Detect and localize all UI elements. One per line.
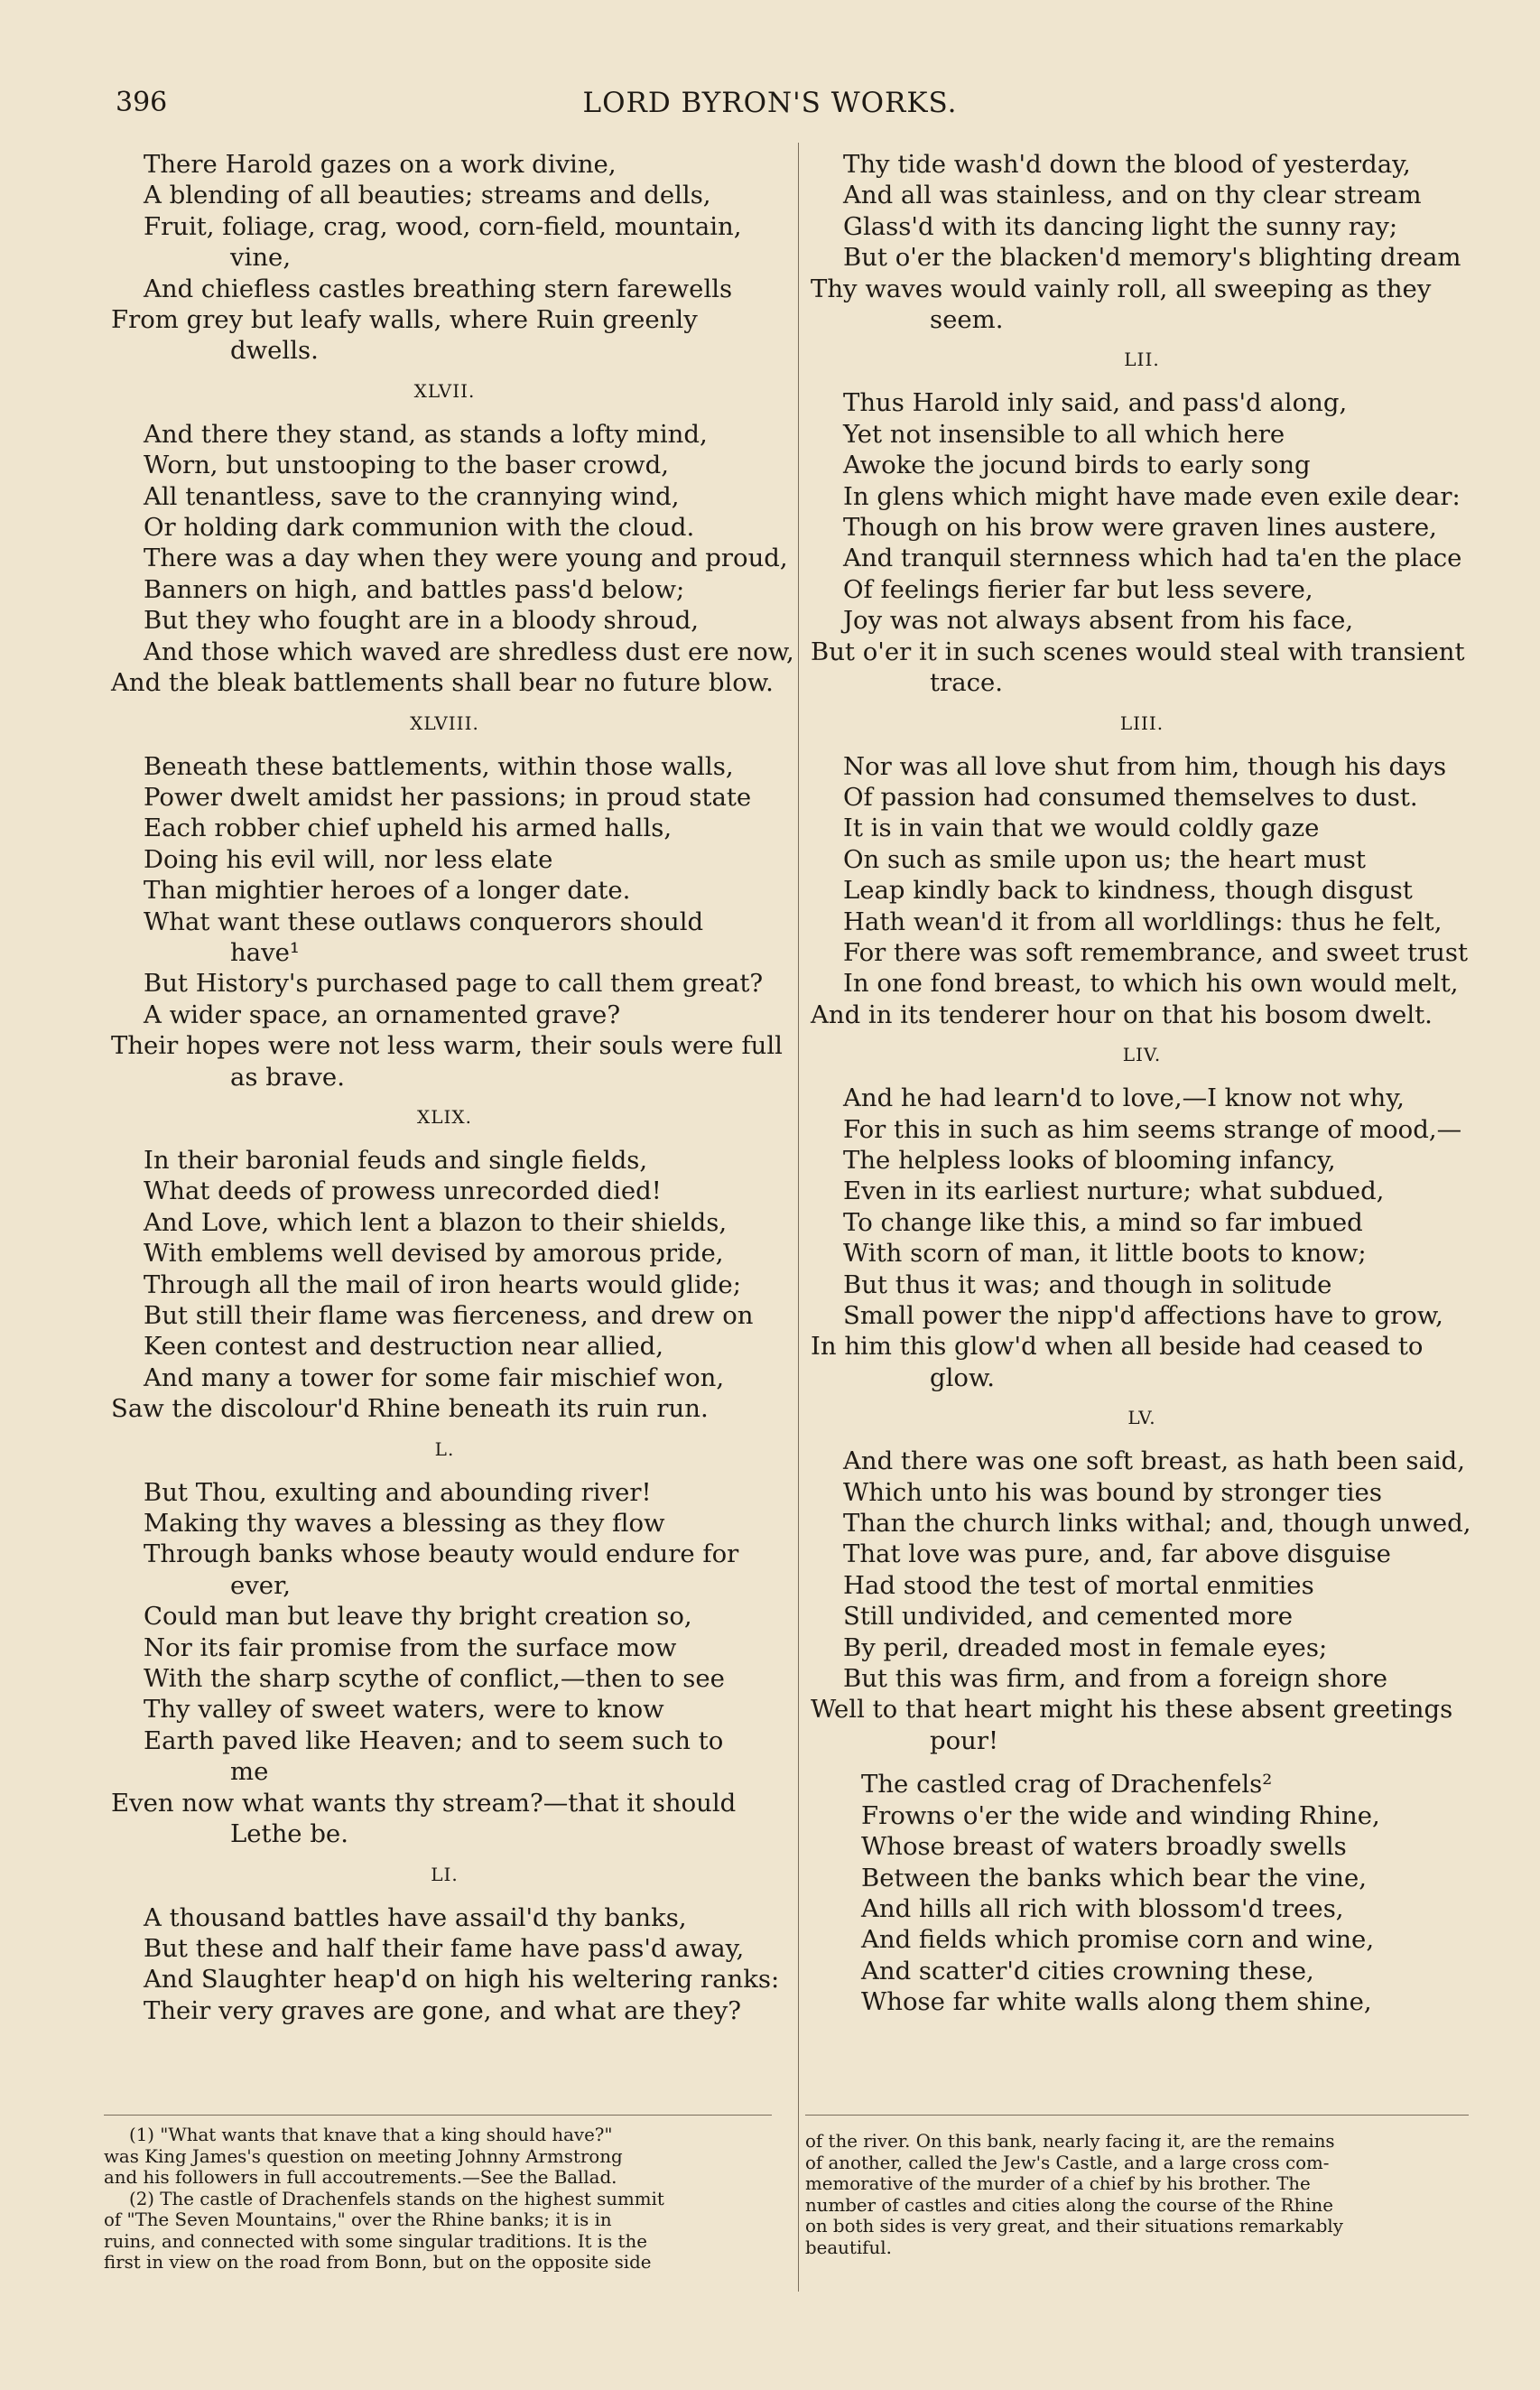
verse-line: Could man but leave thy bright creation so, [144, 1602, 692, 1632]
verse-line: dwells. [230, 336, 319, 366]
footnote-rule-right [805, 2115, 1469, 2116]
footnotes-right [805, 2131, 1473, 2258]
verse-line: For there was soft remembrance, and sweet trust [843, 937, 1469, 967]
verse-line: And Love, which lent a blazon to their shields, [144, 1207, 728, 1237]
verse-line: What want these outlaws conquerors should [144, 907, 704, 936]
footnote-line: of the river. On this bank, nearly facing it, are the remains [805, 2131, 1335, 2152]
stanza-49 [104, 1098, 785, 1425]
verse-line: Their very graves are gone, and what are they? [144, 1995, 742, 2025]
verse-line: A wider space, an ornamented grave? [144, 1000, 621, 1029]
verse-line: Of passion had consumed themselves to dust. [843, 782, 1418, 812]
left-column [104, 149, 794, 2026]
stanza-51 [104, 1855, 785, 2027]
verse-line: as brave. [230, 1062, 345, 1092]
verse-line: The helpless looks of blooming infancy, [843, 1145, 1336, 1175]
verse-line: And scatter'd cities crowning these, [861, 1956, 1314, 1985]
verse-line: trace. [930, 668, 1004, 698]
stanza-numeral: LIII. [1119, 711, 1164, 734]
verse-line: ever, [230, 1570, 291, 1600]
verse-line: To change like this, a mind so far imbued [843, 1207, 1363, 1237]
verse-line: Whose far white walls along them shine, [861, 1987, 1372, 2017]
verse-line: But thus it was; and though in solitude [843, 1269, 1332, 1299]
verse-line: And many a tower for some fair mischief won, [144, 1362, 725, 1392]
verse-line: Lethe be. [230, 1819, 348, 1849]
footnote-line: and his followers in full accoutrements.—See the Ballad. [104, 2167, 617, 2188]
footnote-line: number of castles and cities along the course of the Rhine [805, 2194, 1333, 2216]
verse-line: Between the banks which bear the vine, [861, 1863, 1367, 1892]
verse-line: Through all the mail of iron hearts would glide; [144, 1269, 741, 1299]
verse-line: There Harold gazes on a work divine, [144, 150, 617, 179]
verse-line: Thy tide wash'd down the blood of yesterday, [843, 150, 1411, 179]
verse-line: Had stood the test of mortal enmities [843, 1570, 1314, 1600]
verse-line: Awoke the jocund birds to early song [843, 451, 1311, 480]
footnote-line: was King James's question on meeting Johnny Armstrong [104, 2145, 623, 2167]
verse-line: But o'er it in such scenes would steal with transient [811, 637, 1465, 666]
verse-line: Still undivided, and cemented more [843, 1602, 1294, 1632]
verse-line: Beneath these battlements, within those walls, [144, 751, 734, 781]
verse-line: Keen contest and destruction near allied, [144, 1332, 663, 1362]
verse-line: And fields which promise corn and wine, [861, 1925, 1375, 1955]
verse-line: seem. [930, 305, 1004, 335]
verse-line: Frowns o'er the wide and winding Rhine, [861, 1800, 1380, 1830]
stanza-numeral: XLVIII. [410, 711, 479, 734]
stanza-55 [803, 1399, 1480, 1756]
drachenfels-song [803, 1769, 1480, 2017]
verse-line: And all was stainless, and on thy clear stream [843, 181, 1422, 210]
verse-line: Even in its earliest nurture; what subdued, [843, 1176, 1385, 1206]
footnote-line: of "The Seven Mountains," over the Rhine banks; it is in [104, 2209, 612, 2230]
stanza-numeral: L. [434, 1437, 455, 1460]
verse-line: There was a day when they were young and proud, [144, 544, 788, 573]
footnote-line: first in view on the road from Bonn, but on the opposite side [104, 2252, 652, 2273]
verse-line: Yet not insensible to all which here [843, 419, 1285, 449]
verse-line: Though on his brow were graven lines austere, [843, 513, 1437, 543]
verse-line: And there they stand, as stands a lofty mind, [144, 419, 708, 449]
verse-line: Even now what wants thy stream?—that it should [111, 1788, 737, 1818]
verse-line: Banners on high, and battles pass'd below; [144, 574, 685, 604]
verse-line: In glens which might have made even exile dear: [843, 481, 1461, 511]
verse-line: Each robber chief upheld his armed halls, [144, 814, 673, 843]
verse-line: For this in such as him seems strange of mood,— [843, 1114, 1462, 1144]
verse-line: Fruit, foliage, crag, wood, corn-field, mountain, [144, 211, 742, 241]
verse-line: Whose breast of waters broadly swells [861, 1832, 1347, 1862]
verse-line: Through banks whose beauty would endure for [144, 1539, 739, 1569]
verse-line: Saw the discolour'd Rhine beneath its ruin run. [111, 1394, 709, 1424]
verse-line: Thy valley of sweet waters, were to know [144, 1695, 664, 1725]
right-column [803, 149, 1480, 2018]
verse-line: And in its tenderer hour on that his bosom dwelt. [811, 1000, 1433, 1029]
verse-line: And chiefless castles breathing stern farewells [144, 274, 733, 303]
verse-line: Their hopes were not less warm, their souls were full [111, 1031, 783, 1061]
verse-line: And there was one soft breast, as hath been said, [843, 1446, 1466, 1476]
verse-line: And Slaughter heap'd on high his weltering ranks: [144, 1965, 780, 1995]
stanza-53 [803, 704, 1480, 1031]
stanza-numeral: XLVII. [413, 379, 476, 402]
verse-line: What deeds of prowess unrecorded died! [144, 1176, 662, 1206]
verse-line: Well to that heart might his these absent greetings [811, 1695, 1453, 1725]
column-divider [798, 143, 799, 2292]
stanza-52 [803, 340, 1480, 698]
page-number: 396 [116, 87, 168, 118]
verse-line: Than the church links withal; and, though unwed, [843, 1509, 1471, 1539]
verse-line: In their baronial feuds and single fields, [144, 1145, 648, 1175]
verse-line: have¹ [230, 937, 300, 967]
verse-line: Thy waves would vainly roll, all sweeping as they [811, 274, 1432, 303]
verse-line: Power dwelt amidst her passions; in proud state [144, 782, 752, 812]
verse-line: But still their flame was fierceness, and drew on [144, 1301, 754, 1330]
verse-line: Or holding dark communion with the cloud. [144, 513, 695, 543]
verse-line: Which unto his was bound by stronger ties [843, 1477, 1382, 1507]
verse-line: But Thou, exulting and abounding river! [144, 1477, 652, 1507]
verse-line: But o'er the blacken'd memory's blighting dream [843, 243, 1461, 273]
verse-line: By peril, dreaded most in female eyes; [843, 1632, 1328, 1662]
footnote-rule-left [104, 2115, 772, 2116]
verse-line: And those which waved are shredless dust ere now, [144, 637, 794, 666]
stanza-continued-right [803, 149, 1480, 335]
stanza-numeral: LV. [1127, 1407, 1156, 1429]
verse-line: A blending of all beauties; streams and dells, [144, 181, 711, 210]
verse-line: pour! [930, 1725, 999, 1755]
footnotes-left [104, 2125, 772, 2274]
verse-line: Leap kindly back to kindness, though disgust [843, 876, 1413, 906]
verse-line: And the bleak battlements shall bear no future blow. [111, 668, 774, 698]
verse-line: Than mightier heroes of a longer date. [144, 876, 631, 906]
verse-line: And hills all rich with blossom'd trees, [861, 1893, 1344, 1923]
verse-line: And he had learn'd to love,—I know not why, [843, 1083, 1405, 1113]
verse-line: But this was firm, and from a foreign shore [843, 1664, 1388, 1694]
stanza-numeral: LI. [431, 1863, 459, 1885]
verse-line: That love was pure, and, far above disguise [843, 1539, 1391, 1569]
verse-line: With scorn of man, it little boots to know; [843, 1239, 1367, 1269]
verse-line: But History's purchased page to call them great? [144, 969, 764, 999]
verse-line: It is in vain that we would coldly gaze [843, 814, 1320, 843]
stanza-48 [104, 704, 785, 1093]
stanza-numeral: LIV. [1122, 1044, 1162, 1066]
verse-line: Making thy waves a blessing as they flow [144, 1509, 665, 1539]
verse-line: Doing his evil will, nor less elate [144, 844, 553, 874]
verse-line: The castled crag of Drachenfels² [861, 1770, 1273, 1799]
verse-line: Glass'd with its dancing light the sunny ray; [843, 211, 1398, 241]
stanza-47 [104, 372, 794, 699]
footnote-line: memorative of the murder of a chief by his brother. The [805, 2173, 1311, 2194]
verse-line: vine, [230, 243, 292, 273]
verse-line: A thousand battles have assail'd thy banks, [144, 1902, 687, 1932]
stanza-50 [104, 1430, 785, 1850]
footnote-line: on both sides is very great, and their situations remarkably [805, 2216, 1343, 2237]
running-title: LORD BYRON'S WORKS. [582, 87, 958, 119]
footnote-line: of another, called the Jew's Castle, and a large cross com- [805, 2152, 1330, 2173]
footnote-line: (1) "What wants that knave that a king should have?" [129, 2125, 613, 2145]
verse-line: From grey but leafy walls, where Ruin greenly [111, 305, 698, 335]
verse-line: Joy was not always absent from his face, [843, 606, 1354, 636]
footnote-line: beautiful. [805, 2237, 892, 2258]
verse-line: In one fond breast, to which his own would melt, [843, 969, 1459, 999]
verse-line: In him this glow'd when all beside had ceased to [811, 1332, 1424, 1362]
verse-line: But they who fought are in a bloody shroud, [144, 606, 700, 636]
stanza-continued-left [104, 149, 785, 367]
stanza-54 [803, 1036, 1480, 1393]
verse-line: Nor was all love shut from him, though his days [843, 751, 1447, 781]
verse-line: Thus Harold inly said, and pass'd along, [843, 388, 1348, 418]
verse-line: glow. [930, 1362, 995, 1392]
footnote-line: (2) The castle of Drachenfels stands on the highest summit [129, 2188, 664, 2209]
stanza-numeral: XLIX. [416, 1105, 472, 1128]
verse-line: Nor its fair promise from the surface mow [144, 1632, 677, 1662]
verse-line: Small power the nipp'd affections have to grow, [843, 1301, 1443, 1330]
verse-line: But these and half their fame have pass'd away, [144, 1933, 745, 1963]
footnote-line: ruins, and connected with some singular traditions. It is the [104, 2230, 647, 2252]
verse-line: And tranquil sternness which had ta'en the place [843, 544, 1462, 573]
verse-line: On such as smile upon us; the heart must [843, 844, 1366, 874]
verse-line: With emblems well devised by amorous pride, [144, 1239, 724, 1269]
verse-line: Of feelings fierier far but less severe, [843, 574, 1313, 604]
verse-line: With the sharp scythe of conflict,—then to see [144, 1664, 725, 1694]
stanza-numeral: LII. [1124, 349, 1160, 371]
verse-line: me [230, 1757, 269, 1787]
verse-line: Hath wean'd it from all worldlings: thus he felt, [843, 907, 1443, 936]
verse-line: Earth paved like Heaven; and to seem such to [144, 1725, 724, 1755]
verse-line: All tenantless, save to the crannying wind, [144, 481, 680, 511]
verse-line: Worn, but unstooping to the baser crowd, [144, 451, 669, 480]
